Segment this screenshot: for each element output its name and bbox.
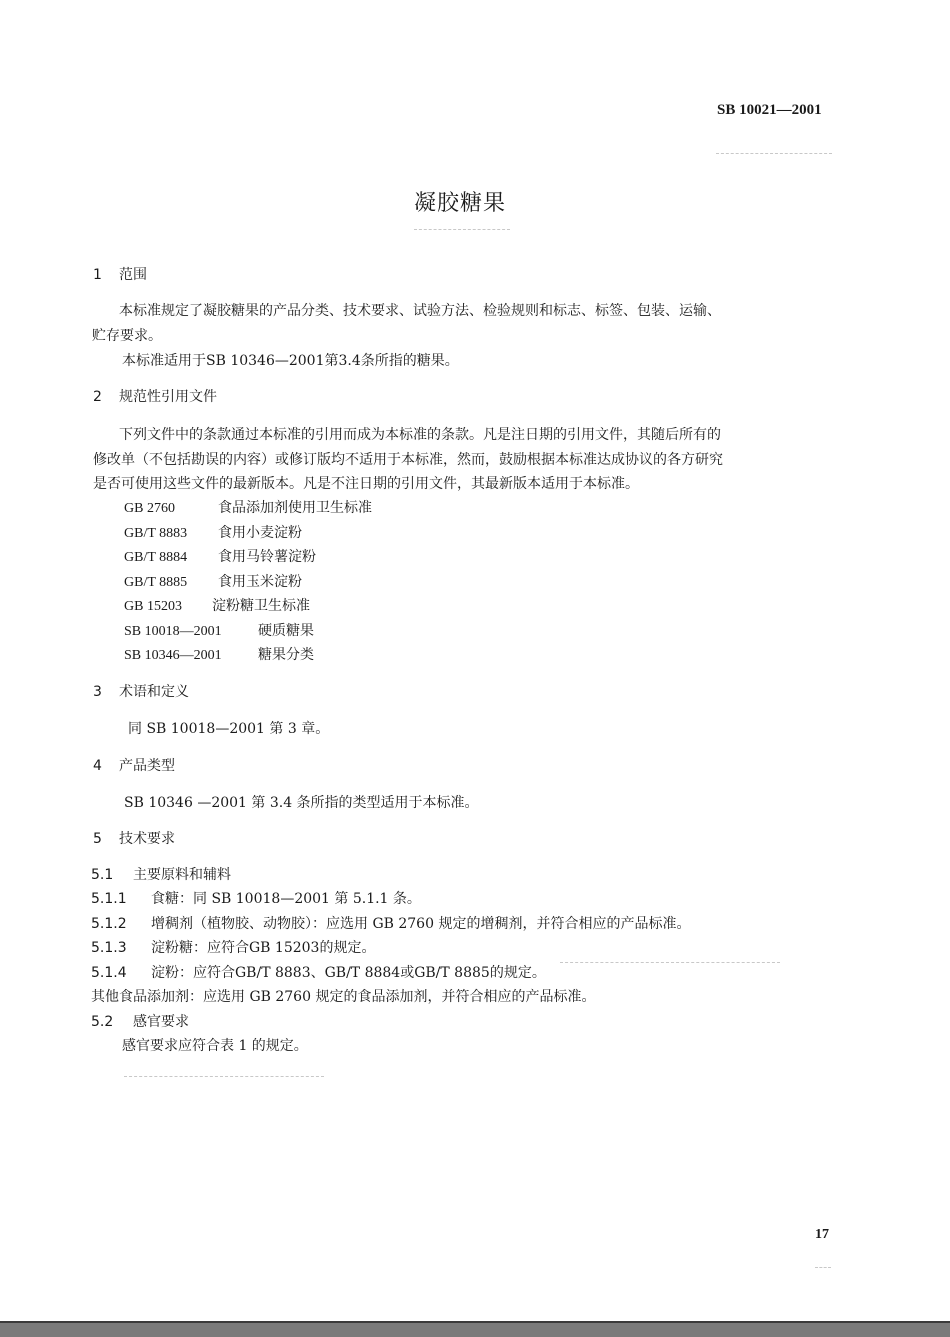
paragraph-line: 本标准规定了凝胶糖果的产品分类、技术要求、试验方法、检验规则和标志、标签、包装、运输、 bbox=[119, 303, 721, 319]
reference-name: 硬质糖果 bbox=[258, 623, 314, 639]
clause-text: 淀粉糖：应符合GB 15203的规定。 bbox=[151, 940, 376, 956]
reference-code: SB 10346—2001 bbox=[124, 648, 222, 663]
reference-item bbox=[124, 497, 372, 517]
paragraph-line: SB 10346 —2001 第 3.4 条所指的类型适用于本标准。 bbox=[124, 795, 479, 811]
reference-item bbox=[124, 522, 302, 542]
section-2-heading bbox=[93, 386, 217, 406]
reference-name: 淀粉糖卫生标准 bbox=[212, 598, 310, 614]
subsection-number: 5.1 bbox=[91, 867, 114, 883]
section-number: 3 bbox=[93, 684, 102, 700]
subsection-5-1-heading bbox=[91, 864, 231, 884]
reference-item bbox=[124, 620, 314, 640]
reference-code: GB 15203 bbox=[124, 599, 182, 614]
section-title: 范围 bbox=[119, 267, 147, 283]
reference-name: 食品添加剂使用卫生标准 bbox=[218, 500, 372, 516]
header-divider bbox=[716, 153, 832, 155]
reference-item bbox=[124, 644, 314, 664]
reference-item bbox=[124, 571, 302, 591]
paragraph-line: 贮存要求。 bbox=[92, 328, 162, 344]
reference-code: GB 2760 bbox=[124, 501, 175, 516]
document-title: 凝胶糖果 bbox=[414, 191, 507, 216]
clause-text: 淀粉：应符合GB/T 8883、GB/T 8884或GB/T 8885的规定。 bbox=[151, 965, 546, 981]
paragraph-line: 同 SB 10018—2001 第 3 章。 bbox=[128, 721, 330, 737]
paragraph-line: 感官要求应符合表 1 的规定。 bbox=[122, 1038, 308, 1054]
reference-item bbox=[124, 546, 316, 566]
reference-code: GB/T 8884 bbox=[124, 550, 188, 565]
section-number: 4 bbox=[93, 758, 102, 774]
subsection-number: 5.2 bbox=[91, 1014, 114, 1030]
section-title: 技术要求 bbox=[119, 831, 175, 847]
reference-name: 食用小麦淀粉 bbox=[218, 525, 302, 541]
clause-item bbox=[91, 888, 421, 908]
clause-number: 5.1.4 bbox=[91, 965, 127, 981]
reference-code: GB/T 8885 bbox=[124, 575, 188, 590]
section-number: 1 bbox=[93, 267, 102, 283]
clause-number: 5.1.3 bbox=[91, 940, 127, 956]
subsection-5-2-heading bbox=[91, 1011, 189, 1031]
subsection-title: 感官要求 bbox=[133, 1014, 189, 1030]
reference-name: 食用马铃薯淀粉 bbox=[218, 549, 316, 565]
paragraph-line: 修改单（不包括勘误的内容）或修订版均不适用于本标准，然而，鼓励根据本标准达成协议的各方研究 bbox=[93, 452, 723, 468]
scan-artifact-line bbox=[560, 962, 780, 964]
clause-item bbox=[91, 962, 546, 982]
paragraph-line: 本标准适用于SB 10346—2001第3.4条所指的糖果。 bbox=[122, 353, 459, 369]
standard-code: SB 10021—2001 bbox=[717, 102, 822, 118]
reference-code: SB 10018—2001 bbox=[124, 624, 222, 639]
section-title: 产品类型 bbox=[119, 758, 175, 774]
scan-edge bbox=[0, 1323, 950, 1337]
clause-text: 食糖：同 SB 10018—2001 第 5.1.1 条。 bbox=[151, 891, 421, 907]
section-3-heading bbox=[93, 681, 189, 701]
paragraph-line: 其他食品添加剂：应选用 GB 2760 规定的食品添加剂，并符合相应的产品标准。 bbox=[91, 989, 596, 1005]
paragraph-line: 是否可使用这些文件的最新版本。凡是不注日期的引用文件，其最新版本适用于本标准。 bbox=[93, 476, 639, 492]
section-number: 5 bbox=[93, 831, 102, 847]
reference-name: 糖果分类 bbox=[258, 647, 314, 663]
page-number: 17 bbox=[815, 1227, 829, 1242]
reference-code: GB/T 8883 bbox=[124, 526, 188, 541]
reference-item bbox=[124, 595, 310, 615]
footer-mark bbox=[815, 1267, 831, 1269]
subsection-title: 主要原料和辅料 bbox=[133, 867, 231, 883]
scan-artifact-line bbox=[124, 1076, 324, 1078]
clause-text: 增稠剂（植物胶、动物胶）：应选用 GB 2760 规定的增稠剂，并符合相应的产品标准。 bbox=[151, 916, 691, 932]
section-5-heading bbox=[93, 828, 175, 848]
clause-number: 5.1.2 bbox=[91, 916, 127, 932]
reference-name: 食用玉米淀粉 bbox=[218, 574, 302, 590]
title-underline bbox=[414, 229, 510, 231]
clause-number: 5.1.1 bbox=[91, 891, 127, 907]
section-1-heading bbox=[93, 264, 147, 284]
section-title: 规范性引用文件 bbox=[119, 389, 217, 405]
clause-item bbox=[91, 913, 690, 933]
section-title: 术语和定义 bbox=[119, 684, 189, 700]
clause-item bbox=[91, 937, 375, 957]
section-number: 2 bbox=[93, 389, 102, 405]
paragraph-line: 下列文件中的条款通过本标准的引用而成为本标准的条款。凡是注日期的引用文件，其随后所有的 bbox=[119, 427, 721, 443]
section-4-heading bbox=[93, 755, 175, 775]
